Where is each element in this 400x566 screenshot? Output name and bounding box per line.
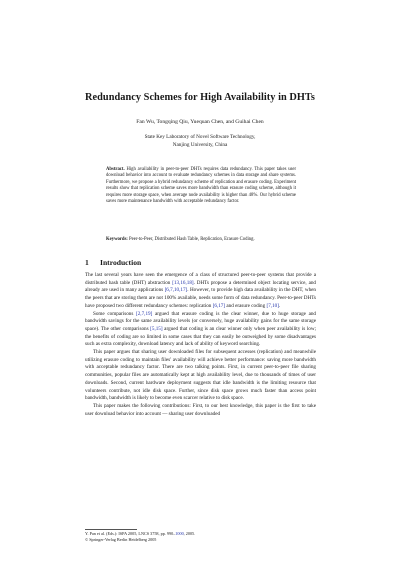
citation-link[interactable]: [6,7,10,17] [164, 287, 188, 294]
paragraph-text: . [278, 302, 281, 309]
abstract-text: High availability in peer-to-peer DHTs requires data redundancy. This paper takes user download behavior into account to evaluate redundancy schemes in data storage and share systems. Furthermore, we propose a hybrid redundancy scheme of replication and erasure coding. Experiment results show that replication scheme saves more bandwidth than erasure coding scheme, although it requires more storage space, when average node availability is higher than 48%. Our hybrid scheme saves more maintenance bandwidth with acceptable redundancy factor. [106, 167, 297, 205]
keywords [106, 237, 306, 242]
footer-citation-text: Y. Pan et al. (Eds.): ISPA 2005, LNCS 3758, pp. 990– [85, 531, 176, 536]
keywords-text: Peer-to-Peer, Distributed Hash Table, Replication, Erasure Coding. [129, 237, 255, 242]
body-text [85, 272, 316, 418]
footer-page-link[interactable]: 1000 [175, 531, 184, 536]
paragraph [85, 349, 316, 403]
footer-copyright: © Springer-Verlag Berlin Heidelberg 2005 [85, 536, 157, 542]
affiliation-line: State Key Laboratory of Novel Software Technology, [144, 134, 256, 140]
paper-title: Redundancy Schemes for High Availability in DHTs [85, 92, 315, 103]
paragraph-text: argued that coding is an clear winner only when peer availability is low; the benefits of coding are so limited in some cases that they can easily be outweighed by some disadvantages such as extra complexity, download latency and lack of ability of keyword searching. [85, 325, 317, 348]
section-number: 1 [85, 258, 89, 267]
paragraph-text: argued that erasure coding is the clear winner, due to huge storage and bandwidth savings for the same availability levels (or conversely, huge availability gains for the same storage space). The other comparisons [85, 310, 316, 332]
paragraph-text: and erasure coding [225, 302, 267, 309]
citation-link[interactable]: [6,17] [212, 302, 226, 309]
section-title: Introduction [100, 258, 142, 267]
keywords-label: Keywords: [106, 237, 128, 242]
paragraph [85, 272, 316, 311]
footer-citation-end: , 2005. [183, 531, 196, 536]
page-footer [85, 531, 316, 542]
paragraph-text: . DHTs propose a determined object locating service, and already are used in many applications [85, 279, 316, 294]
citation-link[interactable]: [7,10] [266, 302, 279, 309]
paragraph [85, 403, 316, 418]
paragraph-text: . However, to provide high data availability in the DHT, when the peers that are storing them are not 100% available, needs some form of data redundancy. Peer-to-peer DHTs have proposed two different redundancy schemes: replication [85, 287, 317, 309]
paragraph-text: The last several years have seen the emergence of a class of structured peer-to-peer systems that provide a distributed hash table (DHT) abstraction [85, 272, 316, 286]
abstract-label: Abstract. [106, 167, 125, 172]
paragraph [85, 311, 316, 350]
paragraph-text: Some comparisons [93, 310, 137, 317]
paragraph-text: This paper argues that sharing user downloaded files for subsequent accesses (replication) and meanwhile utilizing erasure coding to maintain files' availability will achieve better performance: saving more bandwidth with acceptable redundancy factor. There are two talking points. First, in current peer-to-peer file sharing communities, popular files are automatically kept at high availability level, due to thousands of times of user downloads. Second, current hardware deployment suggests that idle bandwidth is the limiting resource that volunteers contribute, not idle disk space. Further, since disk space grows much faster than access point bandwidth, bandwidth is likely to become even scarcer relative to disk space. [85, 349, 316, 402]
footer-rule [85, 529, 137, 530]
citation-link[interactable]: [5,15] [150, 325, 163, 332]
author-list: Fan Wu, Tongqing Qiu, Yuequan Chen, and Guihai Chen [136, 119, 264, 125]
paragraph-text: This paper makes the following contributions: First, to our best knowledge, this paper is the first to take user download behavior into account — sharing user downloaded [85, 402, 316, 417]
section-heading [85, 258, 141, 267]
abstract [106, 167, 296, 206]
citation-link[interactable]: [2,7,19] [136, 310, 153, 317]
affiliation [0, 134, 400, 149]
citation-link[interactable]: [13,16,18] [172, 279, 194, 286]
affiliation-line: Nanjing University, China [172, 141, 228, 148]
